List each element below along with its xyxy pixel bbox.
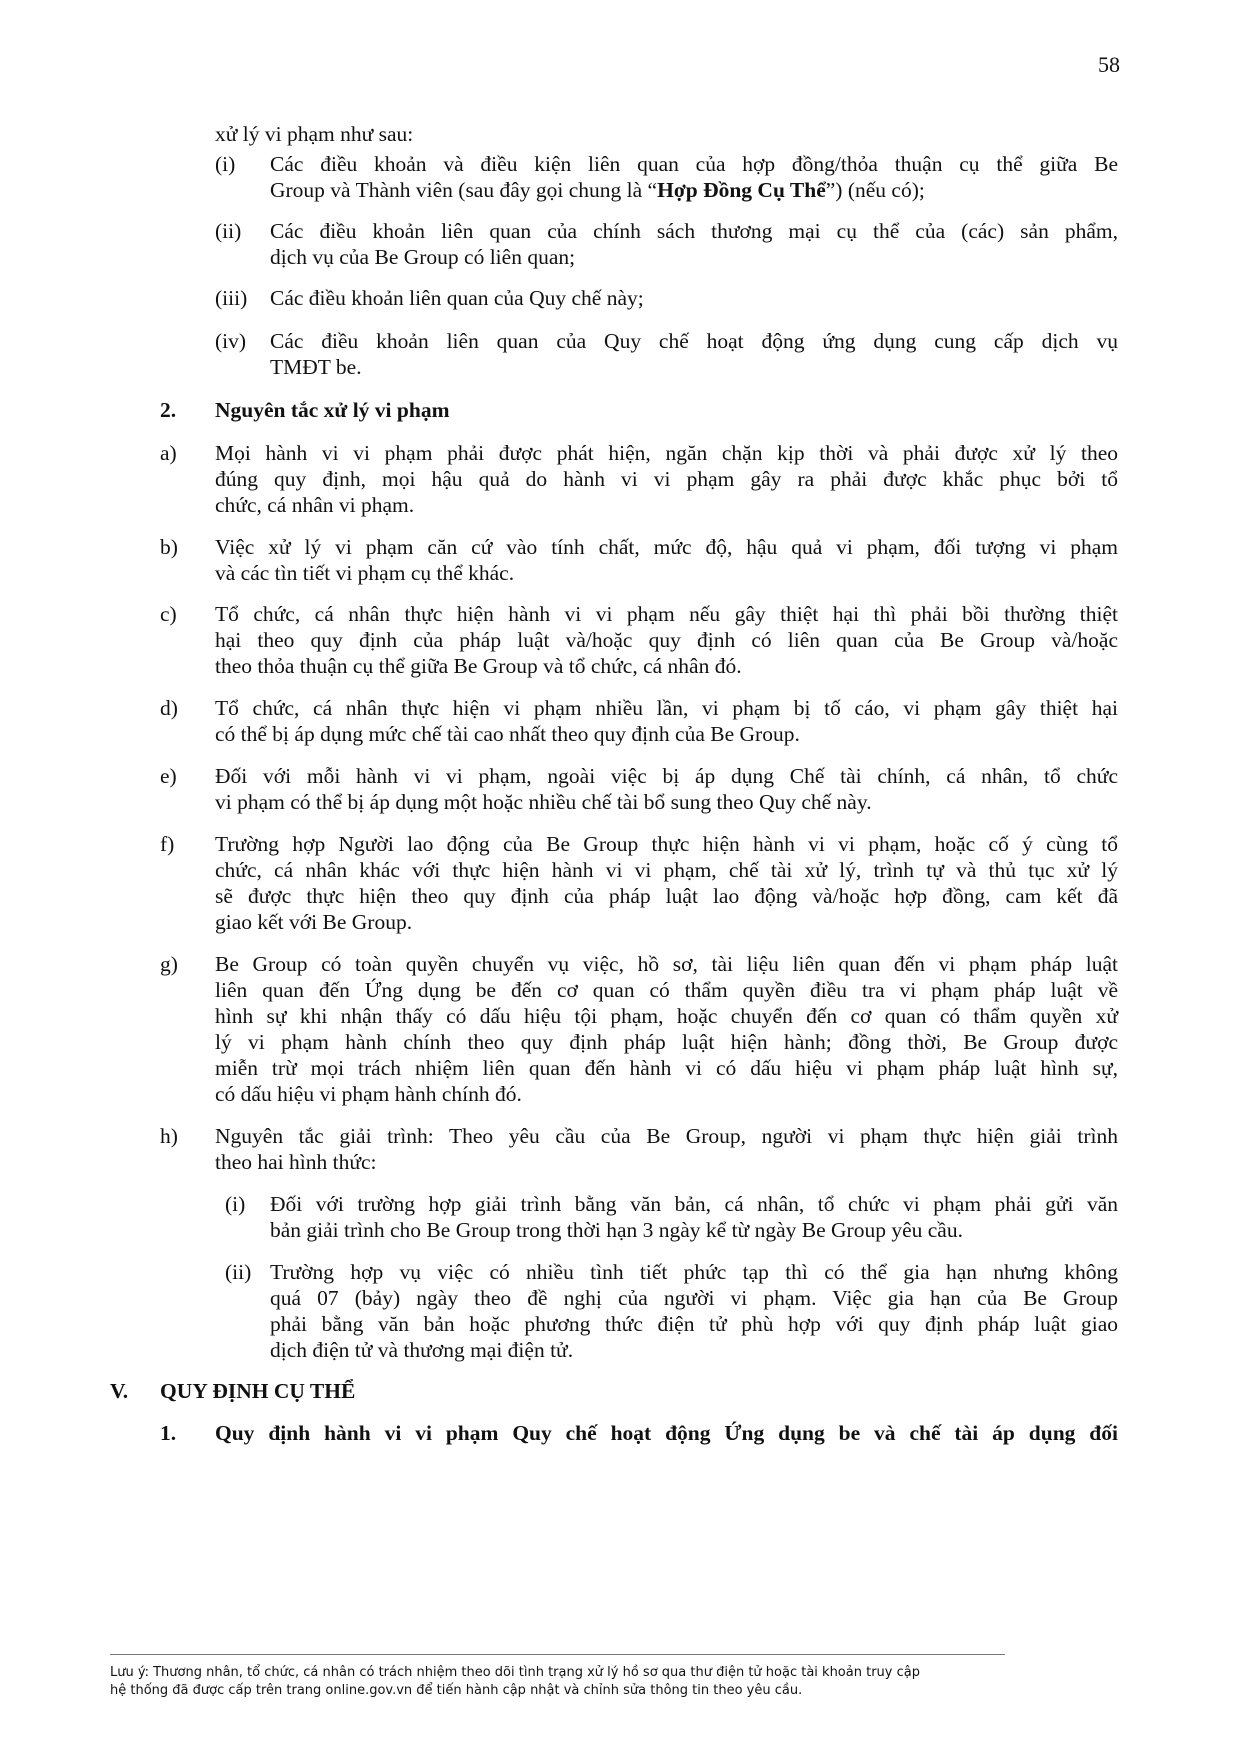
item-label: g) bbox=[160, 952, 178, 976]
text-line: Trường hợp vụ việc có nhiều tình tiết phức tạp thì có thể gia hạn nhưng không bbox=[270, 1260, 1118, 1284]
item-label: h) bbox=[160, 1124, 178, 1148]
item-label: 2. bbox=[160, 398, 177, 422]
item-label: (i) bbox=[225, 1192, 246, 1216]
text-line: Group và Thành viên (sau đây gọi chung là “Hợp Đồng Cụ Thể”) (nếu có); bbox=[270, 178, 925, 202]
text-line: Trường hợp Người lao động của Be Group thực hiện hành vi vi phạm, hoặc cố ý cùng tổ bbox=[215, 832, 1118, 856]
paragraph bbox=[215, 1123, 1118, 1175]
text-line: Be Group có toàn quyền chuyển vụ việc, hồ sơ, tài liệu liên quan đến vi phạm pháp luật bbox=[215, 952, 1118, 976]
item-label: d) bbox=[160, 696, 178, 720]
text-line: Mọi hành vi vi phạm phải được phát hiện, ngăn chặn kịp thời và phải được xử lý theo bbox=[215, 441, 1118, 465]
paragraph bbox=[215, 121, 1118, 147]
paragraph bbox=[270, 1259, 1118, 1363]
text-line: Nguyên tắc giải trình: Theo yêu cầu của Be Group, người vi phạm thực hiện giải trình bbox=[215, 1124, 1118, 1148]
paragraph bbox=[215, 440, 1118, 518]
paragraph bbox=[270, 151, 1118, 203]
text-line: có dấu hiệu vi phạm hành chính đó. bbox=[215, 1082, 522, 1106]
text-line: đúng quy định, mọi hậu quả do hành vi vi phạm gây ra phải được khắc phục bởi tổ bbox=[215, 467, 1118, 491]
paragraph bbox=[270, 328, 1118, 380]
footer-line: Lưu ý: Thương nhân, tổ chức, cá nhân có trách nhiệm theo dõi tình trạng xử lý hồ sơ qua thư điện tử hoặc tài khoản truy cập bbox=[110, 1665, 920, 1680]
item-label: (iii) bbox=[215, 286, 248, 310]
page-number: 58 bbox=[1098, 52, 1120, 77]
text-line: Đối với trường hợp giải trình bằng văn bản, cá nhân, tổ chức vi phạm phải gửi văn bbox=[270, 1192, 1118, 1216]
footer-note bbox=[110, 1664, 920, 1700]
text-line: Quy định hành vi vi phạm Quy chế hoạt động Ứng dụng be và chế tài áp dụng đối bbox=[215, 1421, 1118, 1445]
text-line: Các điều khoản liên quan của Quy chế này; bbox=[270, 286, 644, 310]
text-line: Đối với mỗi hành vi vi phạm, ngoài việc bị áp dụng Chế tài chính, cá nhân, tổ chức bbox=[215, 764, 1118, 788]
text-line: Tổ chức, cá nhân thực hiện hành vi vi phạm nếu gây thiệt hại thì phải bồi thường thiệt bbox=[215, 602, 1118, 626]
text-line: hình sự khi nhận thấy có dấu hiệu tội phạm, hoặc chuyển đến cơ quan có thẩm quyền xử bbox=[215, 1004, 1118, 1028]
text-line: Việc xử lý vi phạm căn cứ vào tính chất, mức độ, hậu quả vi phạm, đối tượng vi phạm bbox=[215, 535, 1118, 559]
item-label: a) bbox=[160, 441, 177, 465]
item-label: (iv) bbox=[215, 329, 247, 353]
text-line: TMĐT be. bbox=[270, 355, 362, 379]
section-heading bbox=[215, 397, 1118, 423]
text-line: chức, cá nhân vi phạm. bbox=[215, 493, 415, 517]
footer-divider bbox=[110, 1654, 1005, 1655]
text-line: dịch điện tử và thương mại điện tử. bbox=[270, 1338, 574, 1362]
paragraph bbox=[215, 601, 1118, 679]
text-line: Tổ chức, cá nhân thực hiện vi phạm nhiều lần, vi phạm bị tố cáo, vi phạm gây thiệt hại bbox=[215, 696, 1118, 720]
text-line: miễn trừ mọi trách nhiệm liên quan đến hành vi có dấu hiệu vi phạm pháp luật hình sự, bbox=[215, 1056, 1118, 1080]
paragraph bbox=[215, 695, 1118, 747]
section-heading bbox=[160, 1378, 1118, 1404]
text-line: theo hai hình thức: bbox=[215, 1150, 377, 1174]
text-line: liên quan đến Ứng dụng be đến cơ quan có thẩm quyền điều tra vi phạm pháp luật về bbox=[215, 978, 1118, 1002]
item-label: f) bbox=[160, 832, 175, 856]
text-line: Nguyên tắc xử lý vi phạm bbox=[215, 398, 450, 422]
text-line: Các điều khoản liên quan của chính sách thương mại cụ thể của (các) sản phẩm, bbox=[270, 219, 1118, 243]
text-line: vi phạm có thể bị áp dụng một hoặc nhiều chế tài bổ sung theo Quy chế này. bbox=[215, 790, 872, 814]
text-line: QUY ĐỊNH CỤ THỂ bbox=[160, 1379, 356, 1403]
text-line: quá 07 (bảy) ngày theo đề nghị của người vi phạm. Việc gia hạn của Be Group bbox=[270, 1286, 1118, 1310]
text-line: theo thỏa thuận cụ thể giữa Be Group và tổ chức, cá nhân đó. bbox=[215, 654, 742, 678]
paragraph bbox=[215, 831, 1118, 935]
text-line: chức, cá nhân khác với thực hiện hành vi vi phạm, chế tài xử lý, trình tự và thủ tục xử lý bbox=[215, 858, 1118, 882]
text-line: giao kết với Be Group. bbox=[215, 910, 413, 934]
text-line: hại theo quy định của pháp luật và/hoặc quy định có liên quan của Be Group và/hoặc bbox=[215, 628, 1118, 652]
text-line: xử lý vi phạm như sau: bbox=[215, 122, 414, 146]
paragraph bbox=[270, 1191, 1118, 1243]
paragraph bbox=[215, 534, 1118, 586]
text-line: Các điều khoản và điều kiện liên quan của hợp đồng/thỏa thuận cụ thể giữa Be bbox=[270, 152, 1118, 176]
paragraph bbox=[270, 285, 1118, 311]
paragraph bbox=[270, 218, 1118, 270]
text-line: Các điều khoản liên quan của Quy chế hoạt động ứng dụng cung cấp dịch vụ bbox=[270, 329, 1118, 353]
text-line: và các tìn tiết vi phạm cụ thể khác. bbox=[215, 561, 515, 585]
section-heading bbox=[215, 1420, 1118, 1446]
footer-line: hệ thống đã được cấp trên trang online.gov.vn để tiến hành cập nhật và chỉnh sửa thông tin theo yêu cầu. bbox=[110, 1683, 803, 1698]
text-line: bản giải trình cho Be Group trong thời hạn 3 ngày kể từ ngày Be Group yêu cầu. bbox=[270, 1218, 963, 1242]
item-label: b) bbox=[160, 535, 178, 559]
text-line: dịch vụ của Be Group có liên quan; bbox=[270, 245, 576, 269]
paragraph bbox=[215, 763, 1118, 815]
item-label: e) bbox=[160, 764, 177, 788]
text-line: phải bằng văn bản hoặc phương thức điện tử phù hợp với quy định pháp luật giao bbox=[270, 1312, 1118, 1336]
paragraph bbox=[215, 951, 1118, 1107]
item-label: (ii) bbox=[215, 219, 242, 243]
item-label: (ii) bbox=[225, 1260, 252, 1284]
item-label: c) bbox=[160, 602, 177, 626]
item-label: (i) bbox=[215, 152, 236, 176]
item-label: V. bbox=[110, 1379, 129, 1403]
text-line: có thể bị áp dụng mức chế tài cao nhất theo quy định của Be Group. bbox=[215, 722, 800, 746]
text-line: lý vi phạm hành chính theo quy định pháp luật hiện hành; đồng thời, Be Group được bbox=[215, 1030, 1118, 1054]
item-label: 1. bbox=[160, 1421, 177, 1445]
text-line: sẽ được thực hiện theo quy định của pháp luật lao động và/hoặc hợp đồng, cam kết đã bbox=[215, 884, 1118, 908]
